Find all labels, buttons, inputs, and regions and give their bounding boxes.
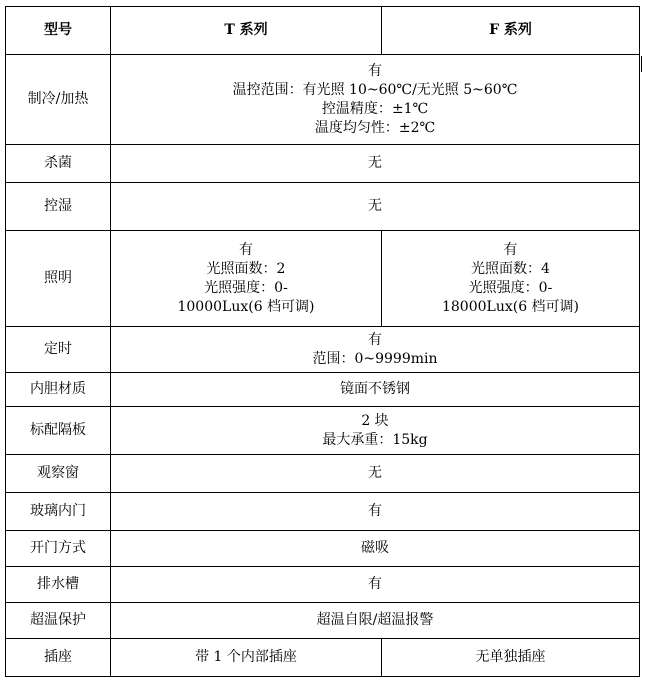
cell-line: 控温精度：±1℃ (321, 100, 429, 117)
cell-over-temp-protection: 超温自限/超温报警 (111, 603, 640, 639)
cell-humidity-control: 无 (111, 183, 640, 231)
row-label-over-temp-protection: 超温保护 (6, 603, 111, 639)
cell-socket-f: 无单独插座 (382, 639, 640, 677)
cell-line: 有 (368, 331, 382, 348)
header-f-series: F 系列 (382, 7, 640, 55)
text-cursor (641, 56, 642, 72)
cell-liner-material: 镜面不锈钢 (111, 373, 640, 407)
table-row (6, 493, 640, 531)
table-row (6, 639, 640, 677)
row-label-cooling-heating: 制冷/加热 (6, 55, 111, 145)
cell-line: 光照强度：0- (204, 279, 288, 296)
header-t-series: T 系列 (111, 7, 382, 55)
table-row (6, 567, 640, 603)
row-label-glass-inner-door: 玻璃内门 (6, 493, 111, 531)
table-row (6, 407, 640, 455)
cell-line: 有 (239, 241, 253, 258)
table-row (6, 55, 640, 145)
cell-glass-inner-door: 有 (111, 493, 640, 531)
row-label-shelves: 标配隔板 (6, 407, 111, 455)
row-label-humidity-control: 控湿 (6, 183, 111, 231)
table-row (6, 373, 640, 407)
row-label-observation-window: 观察窗 (6, 455, 111, 493)
header-row (6, 7, 640, 55)
table-row (6, 231, 640, 327)
cell-line: 有 (368, 62, 382, 79)
cell-door-opening: 磁吸 (111, 531, 640, 567)
spec-table (5, 6, 640, 677)
cell-line: 最大承重：15kg (322, 431, 428, 448)
cell-socket-t: 带 1 个内部插座 (111, 639, 382, 677)
cell-drain-trough: 有 (111, 567, 640, 603)
cell-timer (111, 327, 640, 373)
cell-line: 光照强度：0- (468, 279, 553, 296)
header-model: 型号 (6, 7, 111, 55)
cell-cooling-heating (111, 55, 640, 145)
row-label-drain-trough: 排水槽 (6, 567, 111, 603)
cell-line: 范围：0~9999min (312, 350, 438, 367)
cell-shelves (111, 407, 640, 455)
table-row (6, 531, 640, 567)
cell-lighting-t (111, 231, 382, 327)
cell-lighting-f (382, 231, 640, 327)
row-label-door-opening: 开门方式 (6, 531, 111, 567)
cell-sterilization: 无 (111, 145, 640, 183)
cell-line: 有 (503, 241, 518, 258)
cell-line: 10000Lux(6 档可调) (177, 298, 315, 315)
cell-line: 温度均匀性：±2℃ (314, 119, 436, 136)
table-row (6, 455, 640, 493)
row-label-liner-material: 内胆材质 (6, 373, 111, 407)
cell-observation-window: 无 (111, 455, 640, 493)
row-label-sterilization: 杀菌 (6, 145, 111, 183)
row-label-socket: 插座 (6, 639, 111, 677)
cell-line: 光照面数：4 (471, 260, 550, 277)
cell-line: 温控范围：有光照 10~60℃/无光照 5~60℃ (232, 81, 518, 98)
table-row (6, 327, 640, 373)
table-row (6, 183, 640, 231)
cell-line: 2 块 (361, 412, 389, 429)
cell-line: 18000Lux(6 档可调) (441, 298, 580, 315)
table-row (6, 145, 640, 183)
row-label-lighting: 照明 (6, 231, 111, 327)
row-label-timer: 定时 (6, 327, 111, 373)
table-row (6, 603, 640, 639)
cell-line: 光照面数：2 (206, 260, 286, 277)
